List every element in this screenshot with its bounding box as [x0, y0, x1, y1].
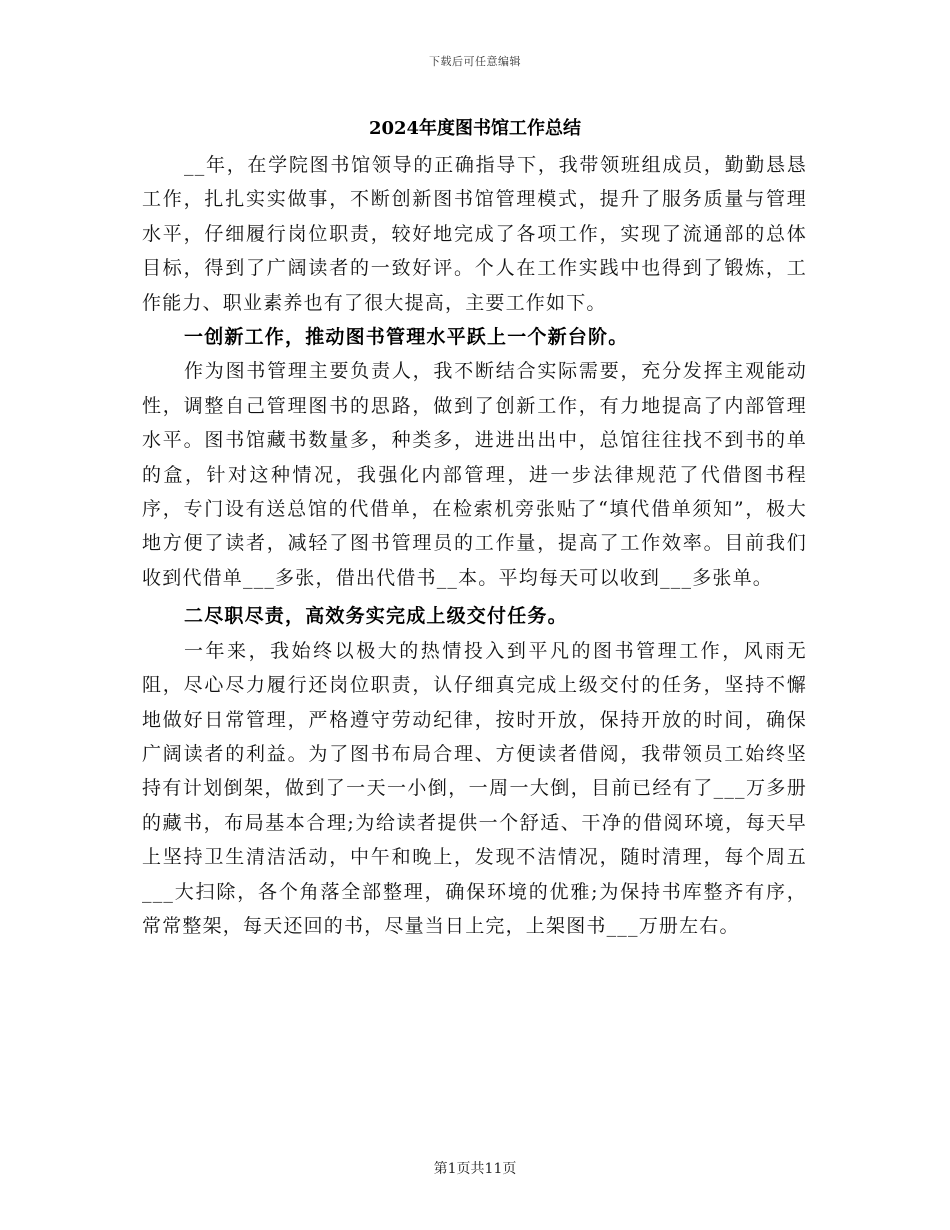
- page-number: 第1页共11页: [433, 1161, 517, 1177]
- section-heading-2: 二尽职尽责，高效务实完成上级交付任务。: [184, 605, 568, 628]
- paragraph-section-1: 作为图书管理主要负责人，我不断结合实际需要，充分发挥主观能动性，调整自己管理图书的思路，做到了创新工作，有力地提高了内部管理水平。图书馆藏书数量多，种类多，进进出出中，总馆往往找不到书的单的盒，针对这种情况，我强化内部管理，进一步法律规范了代借图书程序，专门设有送总馆的代借单，在检索机旁张贴了“填代借单须知”，极大地方便了读者，减轻了图书管理员的工作量，提高了工作效率。目前我们收到代借单___多张，借出代借书__本。平均每天可以收到___多张单。: [142, 360, 807, 589]
- paragraph-intro: __年，在学院图书馆领导的正确指导下，我带领班组成员，勤勤恳恳工作，扎扎实实做事，不断创新图书馆管理模式，提升了服务质量与管理水平，仔细履行岗位职责，较好地完成了各项工作，实现了流通部的总体目标，得到了广阔读者的一致好评。个人在工作实践中也得到了锻炼，工作能力、职业素养也有了很大提高，主要工作如下。: [142, 154, 807, 314]
- document-body: [142, 148, 807, 943]
- paragraph-section-2: 一年来，我始终以极大的热情投入到平凡的图书管理工作，风雨无阻，尽心尽力履行还岗位职责，认仔细真完成上级交付的任务，坚持不懈地做好日常管理，严格遵守劳动纪律，按时开放，保持开放的时间，确保广阔读者的利益。为了图书布局合理、方便读者借阅，我带领员工始终坚持有计划倒架，做到了一天一小倒，一周一大倒，目前已经有了___万多册的藏书，布局基本合理;为给读者提供一个舒适、干净的借阅环境，每天早上坚持卫生清洁活动，中午和晚上，发现不洁情况，随时清理，每个周五___大扫除，各个角落全部整理，确保环境的优雅;为保持书库整齐有序，常常整架，每天还回的书，尽量当日上完，上架图书___万册左右。: [142, 639, 807, 937]
- section-heading-1: 一创新工作，推动图书管理水平跃上一个新台阶。: [184, 326, 629, 349]
- document-title: 2024年度图书馆工作总结: [368, 118, 582, 139]
- header-note: 下载后可任意编辑: [429, 55, 521, 68]
